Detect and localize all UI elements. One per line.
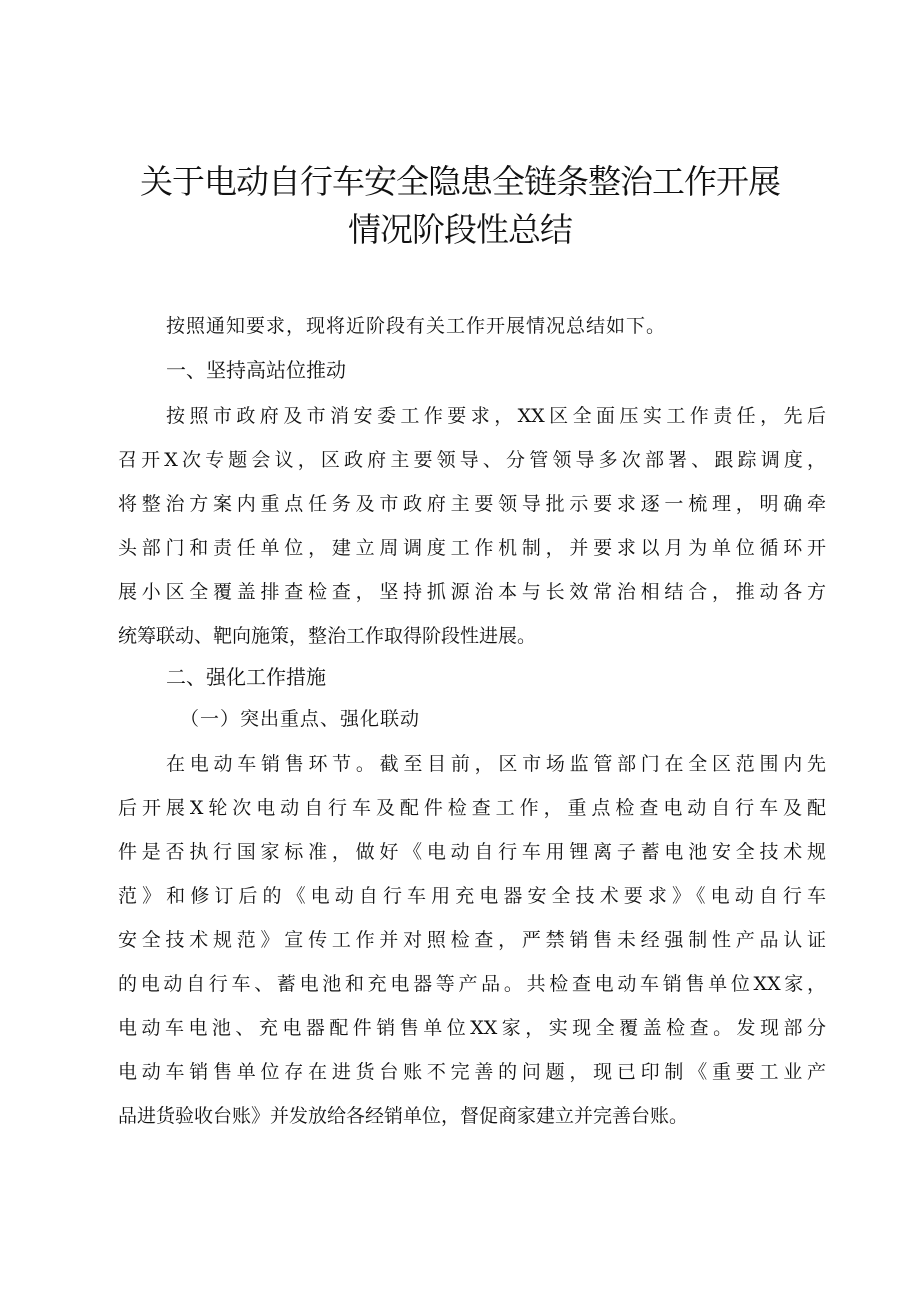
section-2-subheading: （一）突出重点、强化联动 bbox=[180, 708, 421, 730]
section-2-heading: 二、强化工作措施 bbox=[166, 665, 326, 689]
paragraph-line: 统筹联动、靶向施策，整治工作取得阶段性进展。 bbox=[118, 625, 537, 647]
paragraph-line: 展小区全覆盖排查检查，坚持抓源治本与长效常治相结合，推动各方 bbox=[118, 581, 826, 603]
paragraph-line: 电动车电池、充电器配件销售单位XX家，实现全覆盖检查。发现部分 bbox=[118, 1017, 826, 1039]
intro-paragraph: 按照通知要求，现将近阶段有关工作开展情况总结如下。 bbox=[166, 315, 667, 337]
paragraph-line: 后开展X轮次电动自行车及配件检查工作，重点检查电动自行车及配 bbox=[118, 797, 826, 819]
title-line-2: 情况阶段性总结 bbox=[348, 210, 572, 249]
paragraph-line: 在电动车销售环节。截至目前，区市场监管部门在全区范围内先 bbox=[166, 753, 826, 775]
paragraph-line: 范》和修订后的《电动自行车用充电器安全技术要求》《电动自行车 bbox=[118, 885, 826, 907]
document-title bbox=[100, 158, 820, 254]
paragraph-line: 召开X次专题会议，区政府主要领导、分管领导多次部署、跟踪调度， bbox=[118, 449, 826, 471]
section-1-paragraph bbox=[118, 394, 826, 658]
paragraph-line: 安全技术规范》宣传工作并对照检查，严禁销售未经强制性产品认证 bbox=[118, 929, 826, 951]
paragraph-line: 将整治方案内重点任务及市政府主要领导批示要求逐一梳理，明确牵 bbox=[118, 493, 826, 515]
paragraph-line: 电动车销售单位存在进货台账不完善的问题，现已印制《重要工业产 bbox=[118, 1061, 826, 1083]
paragraph-line: 件是否执行国家标准，做好《电动自行车用锂离子蓄电池安全技术规 bbox=[118, 841, 826, 863]
title-line-1: 关于电动自行车安全隐患全链条整治工作开展 bbox=[140, 162, 780, 201]
section-2-paragraph bbox=[118, 742, 826, 1138]
paragraph-line: 的电动自行车、蓄电池和充电器等产品。共检查电动车销售单位XX家， bbox=[118, 973, 826, 995]
paragraph-line: 品进货验收台账》并发放给各经销单位，督促商家建立并完善台账。 bbox=[118, 1105, 689, 1127]
paragraph-line: 按照市政府及市消安委工作要求，XX区全面压实工作责任，先后 bbox=[166, 405, 826, 427]
paragraph-line: 头部门和责任单位，建立周调度工作机制，并要求以月为单位循环开 bbox=[118, 537, 826, 559]
section-1-heading: 一、坚持高站位推动 bbox=[166, 358, 346, 382]
